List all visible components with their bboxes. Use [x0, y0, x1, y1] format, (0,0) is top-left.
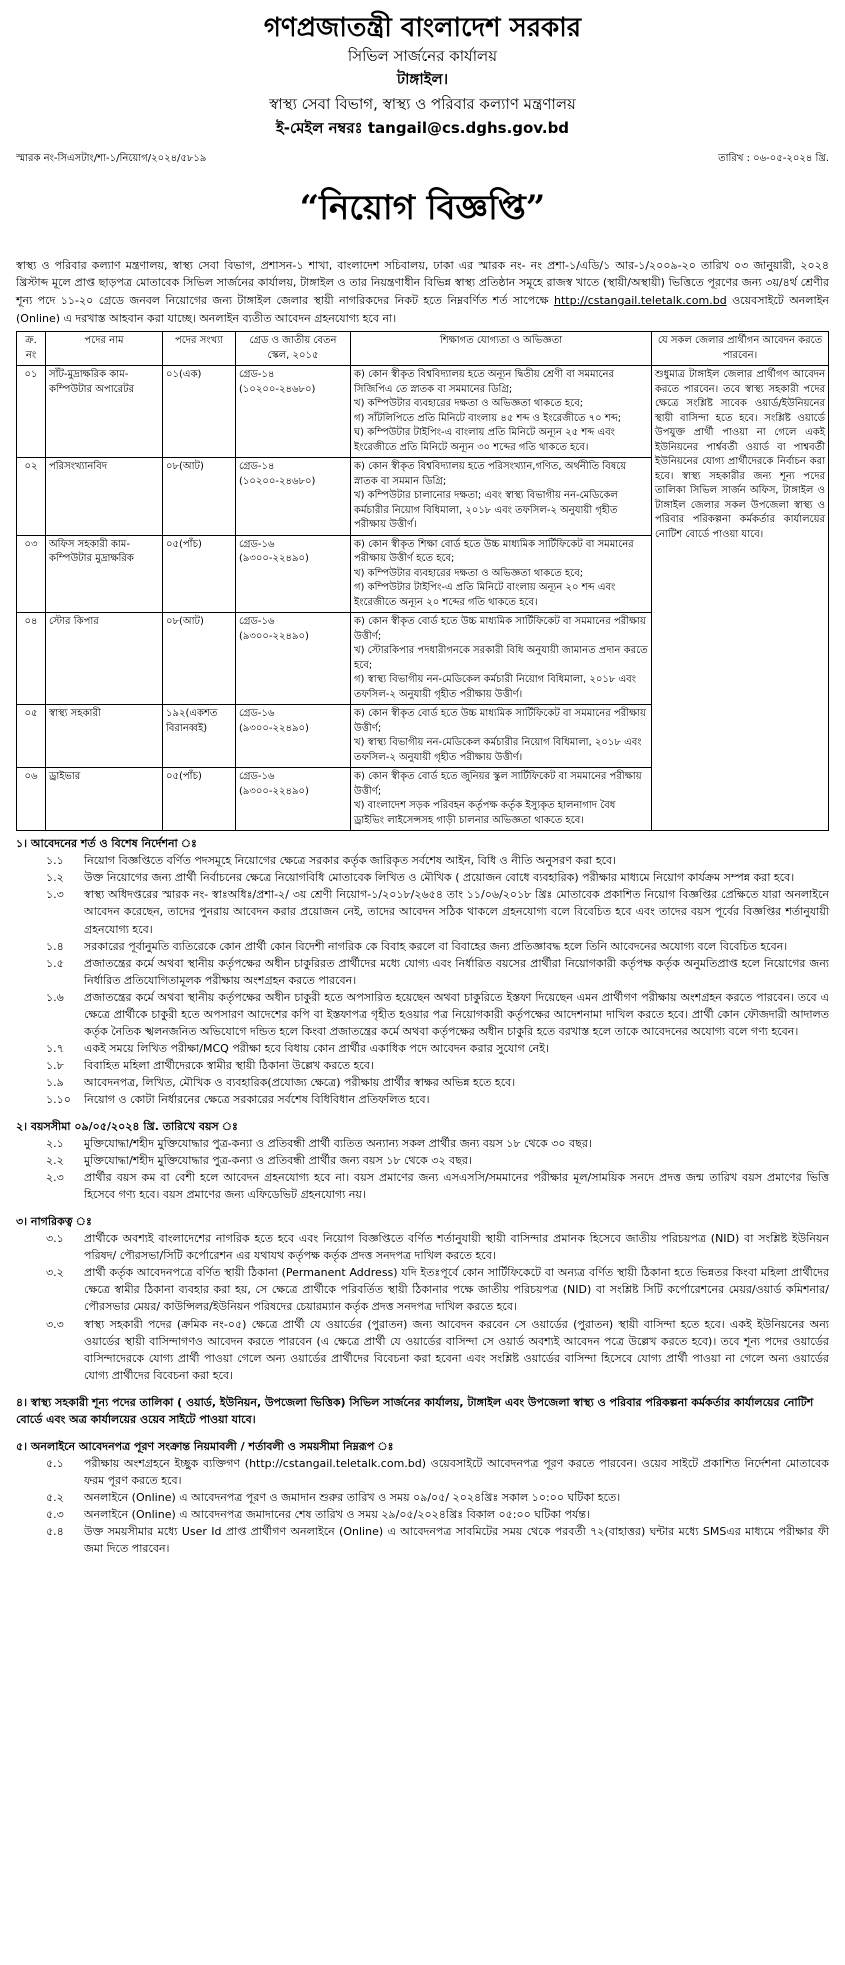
condition-text: পরীক্ষায় অংশগ্রহনে ইচ্ছুক ব্যক্তিগণ (http://cstangail.teletalk.com.bd) ওয়েবসাইটে আবেদনপত্র পূরণ করতে পারবেন। ওয়েব সাইটে প্রকাশিত নির্দেশনা মোতাবেক ফরম পূরণ করতে হবে। [84, 1456, 829, 1487]
row-grade [236, 458, 351, 536]
condition-item [46, 1264, 829, 1315]
row-sl: ০৩ [17, 535, 46, 613]
qualification-item: খ) কম্পিউটার চালানোর দক্ষতা; এবং স্বাস্থ্য বিভাগীয় নন-মেডিকেল কর্মচারীর নিয়োগ বিধিমালা, ২০১৮ এবং তফসিল-২ অনুযায়ী গৃহীত পরীক্ষায় উত্তীর্ণ। [354, 490, 618, 531]
condition-text: প্রার্থীর বয়স কম বা বেশী হলে আবেদন গ্রহনযোগ্য হবে না। বয়স প্রমাণের জন্য এসএসসি/সমমানের পরীক্ষার মূল/সাময়িক সনদে প্রদত্ত জন্ম তারিখ বয়স প্রমাণের ভিত্তি হিসেবে গণ্য হবে। বয়স প্রমাণের জন্য এফিডেভিট গ্রহনযোগ্য নয়। [84, 1171, 829, 1202]
job-table-body [17, 366, 829, 831]
table-row [17, 366, 829, 458]
condition-item [46, 1091, 829, 1108]
condition-number: ২.৩ [46, 1171, 64, 1185]
condition-item [46, 1455, 829, 1489]
condition-text: অনলাইনে (Online) এ আবেদনপত্র জমাদানের শেষ তারিখ ও সময় ২৯/০৫/২০২৪খ্রিঃ বিকাল ০৫:০০ ঘটিকা পর্যন্ত। [84, 1508, 590, 1521]
memo-number: স্মারক নং-সিএসটাং/শা-১/নিয়োগ/২০২৪/৫৮১৯ [16, 152, 207, 164]
col-sl: ক্র. নং [17, 332, 46, 366]
grade-label: গ্রেড-১৪ [239, 369, 275, 381]
condition-text: মুক্তিযোদ্ধা/শহীদ মুক্তিযোদ্ধার পুত্র-কন্যা ও প্রতিবন্ধী প্রার্থীর জন্য বয়স ১৮ থেকে ৩২ বছর। [84, 1154, 472, 1168]
qualification-item: খ) স্বাস্থ্য বিভাগীয় নন-মেডিকেল কর্মচারীর নিয়োগ বিধিমালা, ২০১৮ এবং তফসিল-২ অনুযায়ী গৃহীত পরীক্ষায় উত্তীর্ণ। [354, 737, 642, 763]
intro-text: স্বাস্থ্য ও পরিবার কল্যাণ মন্ত্রণালয়, স্বাস্থ্য সেবা বিভাগ, প্রশাসন-১ শাখা, বাংলাদেশ সচিবালয়, ঢাকা এর স্মারক নং- নং প্রশা-১/এডি/১ আর-১/২০০৯-২০ তারিখ ০৩ জানুয়ারী, ২০২৪ খ্রিস্টাব্দ মূলে প্রাপ্ত ছাড়পত্র মোতাবেক সিভিল সার্জনের কার্যালয়, টাঙ্গাইল ও তার নিয়ন্ত্রণাধীন বিভিন্ন স্বাস্থ্য প্রতিষ্ঠান সমূহে রাজস্ব খাতে (স্থায়ী/অস্থায়ী) ভিত্তিতে পূরণের জন্য ৩য়/৪র্থ শ্রেণীর শূন্য পদে ১১-২০ গ্রেডে জনবল নিয়োগের জন্য টাঙ্গাইল জেলার স্থায়ী নাগরিকদের নিকট হতে নিম্নবর্ণিত শর্ত সাপেক্ষে [16, 258, 829, 308]
row-grade [236, 535, 351, 613]
row-qualification [351, 768, 652, 831]
reference-line [16, 151, 829, 168]
condition-text: নিয়োগ ও কোটা নির্ধারনের ক্ষেত্রে সরকারের সর্বশেষ বিধিবিধান প্রতিফলিত হবে। [84, 1092, 430, 1106]
condition-item [46, 1230, 829, 1264]
row-grade [236, 613, 351, 705]
qualification-item: খ) স্টোরকিপার পদধারীগনকে সরকারী বিধি অনুযায়ী জামানত প্রদান করতে হবে; [354, 645, 648, 671]
condition-item [46, 1135, 829, 1152]
row-post-name: সাঁট-মুদ্রাক্ষরিক কাম-কম্পিউটার অপারেটর [46, 366, 163, 458]
condition-item [46, 955, 829, 989]
condition-number: ৫.৩ [46, 1508, 64, 1521]
ministry-name: স্বাস্থ্য সেবা বিভাগ, স্বাস্থ্য ও পরিবার কল্যাণ মন্ত্রণালয় [269, 95, 576, 114]
condition-text: স্বাস্থ্য অধিদপ্তরের স্মারক নং- স্বাঃঅধিঃ/প্রশা-২/ ৩য় শ্রেণী নিয়োগ-১/২০১৮/২৬৫৪ তাং ১১/০৬/২০১৮ খ্রিঃ মোতাবেক প্রকাশিত নিয়োগ বিজ্ঞপ্তির প্রেক্ষিতে যারা অনলাইনে আবেদন করেছেন, তাদের পুনরায় আবেদন করার প্রয়োজন নেই, তাদের আবেদন সঠিক থাকলে গ্রহনযোগ্য বলে বিবেচিত হবে এবং তাদের বয়স পূর্বের বিজ্ঞপ্তির শর্তানুযায়ী গ্রহনযোগ্য হবে। [84, 888, 829, 936]
row-post-count: ০৫(পাঁচ) [163, 535, 236, 613]
row-sl: ০২ [17, 458, 46, 536]
row-post-name: ড্রাইভার [46, 768, 163, 831]
condition-item [46, 852, 829, 869]
row-qualification [351, 535, 652, 613]
condition-text: আবেদনপত্র, লিখিত, মৌখিক ও ব্যবহারিক(প্রযোজ্য ক্ষেত্রে) পরীক্ষায় প্রার্থীর স্বাক্ষর অভিন্ন হতে হবে। [84, 1075, 516, 1089]
intro-text-after: ওয়েবসাইটে অনলাইন (Online) এ দরখাস্ত আহবান করা যাচ্ছে। অনলাইন ব্যতীত আবেদন গ্রহনযোগ্য হবে না। [16, 294, 829, 325]
section-heading: ৩। নাগরিকত্ব ঃ [16, 1215, 92, 1229]
condition-number: ৫.২ [46, 1490, 64, 1504]
condition-item [46, 1169, 829, 1203]
condition-text: নিয়োগ বিজ্ঞপ্তিতে বর্ণিত পদসমূহে নিয়োগের ক্ষেত্রে সরকার কর্তৃক জারিকৃত সর্বশেষ আইন, বিধি ও নীতি অনুসরণ করা হবে। [84, 854, 617, 868]
condition-item [46, 989, 829, 1040]
row-grade [236, 768, 351, 831]
district-eligibility: শুধুমাত্র টাঙ্গাইল জেলার প্রার্থীগণ আবেদন করতে পারবেন। তবে স্বাস্থ্য সহকারী পদের ক্ষেত্রে সংশ্লিষ্ট সাবেক ওয়ার্ড/ইউনিয়নের স্থায়ী বাসিন্দা হতে হবে। সংশ্লিষ্ট ওয়ার্ডে উপযুক্ত প্রার্থী পাওয়া না গেলে একই ইউনিয়নের পার্শ্ববর্তী ওয়ার্ড বা পাশ্ববর্তী ইউনিয়নের যোগ্য প্রার্থীদেরকে নির্বাচন করা হবে। স্বাস্থ্য সহকারীর জন্য শূন্য পদের তালিকা সিভিল সার্জন অফিস, টাঙ্গাইল ও টাঙ্গাইল জেলার সকল উপজেলা স্বাস্থ্য ও পরিবার পরিকল্পনা কর্মকর্তার কার্যালয়ের নোটিশ বোর্ডে পাওয়া যাবে। [652, 366, 829, 831]
row-grade [236, 705, 351, 768]
condition-text: সরকারের পূর্বানুমতি ব্যতিরেকে কোন প্রার্থী কোন বিদেশী নাগরিক কে বিবাহ করলে বা বিবাহের জন্য প্রতিজ্ঞাবদ্ধ হলে তিনি আবেদনের অযোগ্য বলে বিবেচিত হবেন। [84, 939, 788, 953]
condition-text: উক্ত নিয়োগের জন্য প্রার্থী নির্বাচনের ক্ষেত্রে নিয়োগবিধি মোতাবেক লিখিত ও মৌখিক ( প্রয়োজন বোধে ব্যবহারিক) পরীক্ষার মাধ্যমে নিয়োগ কার্যক্রম সম্পন্ন করা হবে। [84, 871, 795, 885]
notice-title: “নিয়োগ বিজ্ঞপ্তি” [299, 187, 546, 228]
condition-number: ৩.৩ [46, 1317, 64, 1331]
row-qualification [351, 613, 652, 705]
row-post-name: স্বাস্থ্য সহকারী [46, 705, 163, 768]
condition-text: উক্ত সময়সীমার মধ্যে User Id প্রাপ্ত প্রার্থীগণ অনলাইনে (Online) এ আবেদনপত্র সাবমিটের সময় থেকে পরবর্তী ৭২(বাহাত্তর) ঘন্টার মধ্যে SMSএর মাধ্যমে পরীক্ষার ফী জমা দিতে পারবেন। [84, 1525, 829, 1556]
grade-label: গ্রেড-১৬ [239, 708, 275, 720]
condition-item [46, 1152, 829, 1169]
row-post-name: পরিসংখ্যানবিদ [46, 458, 163, 536]
condition-number: ১.১০ [46, 1092, 71, 1106]
row-sl: ০৪ [17, 613, 46, 705]
pay-scale: (৯৩০০-২২৪৯০) [239, 722, 309, 734]
job-table [16, 331, 829, 831]
row-grade [236, 366, 351, 458]
condition-number: ৫.১ [46, 1456, 64, 1470]
condition-text: প্রজাতন্ত্রের কর্মে অথবা স্থানীয় কর্তৃপক্ষের অধীন চাকুরিরত প্রার্থীদের মধ্যে যোগ্য এবং নির্ধারিত বয়সের প্রার্থীরা নিয়োগকারী কর্তৃপক্ষ কর্তৃক অনুমতিপ্রাপ্ত হলে নিয়োগের জন্য নির্ধারিত প্রতিযোগিতামূলক পরীক্ষায় অংশগ্রহন করতে পারবেন। [84, 956, 829, 987]
pay-scale: (৯৩০০-২২৪৯০) [239, 785, 309, 797]
row-qualification [351, 366, 652, 458]
qualification-item: খ) কম্পিউটার ব্যবহারের দক্ষতা ও অভিজ্ঞতা থাকতে হবে; [354, 398, 584, 410]
row-sl: ০৬ [17, 768, 46, 831]
row-post-count: ০৫(পাঁচ) [163, 768, 236, 831]
condition-text: বিবাহিত মহিলা প্রার্থীদেরকে স্বামীর স্থায়ী ঠিকানা উল্লেখ করতে হবে। [84, 1058, 374, 1072]
condition-text: প্রজাতন্ত্রের কর্মে অথবা স্থানীয় কর্তৃপক্ষের অধীন চাকুরী হতে অপসারিত হয়েছেন অথবা চাকুরিতে ইস্তফা দিয়েছেন এমন প্রার্থীগণ পরীক্ষায় অংশগ্রহন করতে পারবেন। তবে এ ক্ষেত্রে প্রার্থীকে চাকুরী হতে অপসারণ আদেশের কপি বা ইস্তফাপত্র গৃহীত হওয়ার পত্র নিয়োগকারী কর্তৃপক্ষের আদেশনামা দাখিল করতে হবে। প্রার্থী কোন ফৌজদারী আদালত কর্তৃক নৈতিক স্খলনজনিত অভিযোগে দন্ডিত হলে কিংবা প্রজাতন্ত্রের কর্মে অথবা কর্তৃপক্ষের অধীন চাকুরি হতে বরখাস্ত হলে তাকে আবেদনের অযোগ্য বলে গণ্য হবেন। [84, 990, 829, 1038]
condition-number: ৩.১ [46, 1232, 64, 1246]
letterhead [16, 14, 829, 137]
qualification-item: ক) কোন স্বীকৃত বিশ্ববিদ্যালয় হতে পরিসংখ্যান,গণিত, অর্থনীতি বিষয়ে স্নাতক বা সমমান ডিগ্রি; [354, 461, 627, 487]
condition-text: মুক্তিযোদ্ধা/শহীদ মুক্তিযোদ্ধার পুত্র-কন্যা ও প্রতিবন্ধী প্রার্থী ব্যতিত অন্যান্য সকল প্রার্থীর জন্য বয়স ১৮ থেকে ৩০ বছর। [84, 1137, 592, 1151]
qualification-item: গ) স্বাস্থ্য বিভাগীয় নন-মেডিকেল কর্মচারী নিয়োগ বিধিমালা, ২০১৮ এবং তফসিল-২ অনুযায়ী গৃহীত পরীক্ষায় উত্তীর্ণ। [354, 674, 637, 700]
pay-scale: (১০২০০-২৪৬৮০) [239, 383, 316, 395]
email-line: ই-মেইল নম্বরঃ tangail@cs.dghs.gov.bd [275, 118, 570, 137]
qualification-item: ক) কোন স্বীকৃত শিক্ষা বোর্ড হতে উচ্চ মাধ্যমিক সার্টিফিকেট বা সমমানের পরীক্ষায় উত্তীর্ণ হতে হবে; [354, 538, 634, 565]
row-post-name: স্টোর কিপার [46, 613, 163, 705]
section-heading: ৪। স্বাস্থ্য সহকারী শূন্য পদের তালিকা ( ওয়ার্ড, ইউনিয়ন, উপজেলা ভিত্তিক) সিভিল সার্জনের কার্যালয়, টাঙ্গাইল এবং উপজেলা স্বাস্থ্য ও পরিবার পরিকল্পনা কর্মকর্তার কার্যালয়ের নোটিশ বোর্ডে এবং অত্র কার্যালয়ের ওয়েব সাইটে পাওয়া যাবে। [16, 1395, 814, 1426]
condition-number: ১.৫ [46, 956, 64, 970]
condition-text: একই সময়ে লিখিত পরীক্ষা/MCQ পরীক্ষা হবে বিধায় কোন প্রার্থীর একাধিক পদে আবেদন করার সুযোগ নেই। [84, 1041, 549, 1055]
qualification-item: খ) বাংলাদেশ সড়ক পরিবহন কর্তৃপক্ষ কর্তৃক ইস্যুকৃত হালনাগাদ বৈধ ড্রাইভিং লাইসেন্সসহ গাড়ী চালনার অভিজ্ঞতা থাকতে হবে। [354, 800, 616, 826]
condition-text: প্রার্থীকে অবশ্যই বাংলাদেশের নাগরিক হতে হবে এবং নিয়োগ বিজ্ঞপ্তিতে বর্ণিত শর্তানুযায়ী স্থায়ী বাসিন্দার প্রমানক হিসেবে জাতীয় পরিচয়পত্র (NID) বা সংশ্লিষ্ট ইউনিয়ন পরিষদ/ পৌরসভা/সিটি কর্পোরেশন এর যথাযথ কর্তৃপক্ষ কর্তৃক প্রদত্ত সনদপত্র দাখিল করতে হবে। [84, 1232, 829, 1263]
condition-number: ২.২ [46, 1154, 64, 1168]
grade-label: গ্রেড-১৬ [239, 771, 275, 783]
table-header-row [17, 332, 829, 366]
row-post-name: অফিস সহকারী কাম-কম্পিউটার মুদ্রাক্ষরিক [46, 535, 163, 613]
condition-text: প্রার্থী কর্তৃক আবেদনপত্রে বর্ণিত স্থায়ী ঠিকানা (Permanent Address) যদি ইতঃপূর্বে কোন সার্টিফিকেটে বা অন্যত্র বর্ণিত স্থায়ী ঠিকানা হতে ভিন্নতর কিংবা মহিলা প্রার্থীদের ক্ষেত্রে স্বামীর ঠিকানা ব্যবহার করা হয়, সে ক্ষেত্রে প্রার্থীকে পরিবর্তিত স্থায়ী ঠিকানার পক্ষে জাতীয় পরিচয়পত্র (NID) বা সংশ্লিষ্ট সিটি কর্পোরেশনের মেয়র/ওয়ার্ড কমিশনার/পৌরসভার মেয়র/ কাউন্সিলর/ইউনিয়ন পরিষদের চেয়ারম্যান কর্তৃক প্রদত্ত সনদপত্র দাখিল করতে হবে। [84, 1266, 829, 1314]
condition-item [46, 886, 829, 937]
condition-item [46, 1074, 829, 1091]
condition-number: ১.১ [46, 854, 64, 868]
row-post-count: ০৮(আট) [163, 613, 236, 705]
condition-item [46, 938, 829, 955]
col-post-name: পদের নাম [46, 332, 163, 366]
section-heading: ১। আবেদনের শর্ত ও বিশেষ নির্দেশনা ঃ [16, 837, 197, 851]
office-name: সিভিল সার্জনের কার্যালয় [347, 46, 498, 65]
col-grade: গ্রেড ও জাতীয় বেতন স্কেল, ২০১৫ [236, 332, 351, 366]
notice-date: তারিখ : ০৬-০৫-২০২৪ খ্রি. [718, 152, 829, 164]
qualification-item: ঘ) কম্পিউটার টাইপিং-এ বাংলায় প্রতি মিনিটে অন্যূন ২৫ শব্দ এবং ইংরেজীতে প্রতি মিনিটে অন্যূন ৩০ শব্দের গতি থাকতে হবে। [354, 427, 615, 453]
condition-number: ১.৮ [46, 1058, 64, 1072]
condition-item [46, 1523, 829, 1557]
grade-label: গ্রেড-১৬ [239, 538, 275, 550]
pay-scale: (৯৩০০-২২৪৯০) [239, 630, 309, 642]
grade-label: গ্রেড-১৪ [239, 461, 275, 473]
qualification-item: খ) কম্পিউটার ব্যবহারের দক্ষতা ও অভিজ্ঞতা থাকতে হবে; [354, 567, 584, 579]
condition-item [46, 1316, 829, 1384]
row-sl: ০১ [17, 366, 46, 458]
qualification-item: ক) কোন স্বীকৃত বোর্ড হতে উচ্চ মাধ্যমিক সার্টিফিকেট বা সমমানের পরীক্ষায় উত্তীর্ণ; [354, 616, 646, 642]
col-post-count: পদের সংখ্যা [163, 332, 236, 366]
intro-paragraph [16, 257, 829, 327]
condition-item [46, 1506, 829, 1523]
condition-number: ১.৬ [46, 990, 64, 1004]
condition-number: ১.৯ [46, 1075, 64, 1089]
qualification-item: গ) কম্পিউটার টাইপিং-এ প্রতি মিনিটে বাংলায় অন্যূন ২০ শব্দ এবং ইংরেজীতে অন্যূন ২০ শব্দের গতি থাকতে হবে। [354, 582, 616, 608]
govt-title: গণপ্রজাতন্ত্রী বাংলাদেশ সরকার [263, 13, 582, 43]
condition-item [46, 1057, 829, 1074]
condition-item [46, 869, 829, 886]
pay-scale: (৯৩০০-২২৪৯০) [239, 553, 309, 565]
condition-number: ১.৪ [46, 939, 64, 953]
col-district: যে সকল জেলার প্রার্থীগন আবেদন করতে পারবেন। [652, 332, 829, 366]
condition-number: ২.১ [46, 1137, 64, 1151]
row-qualification [351, 458, 652, 536]
row-post-count: ০৮(আট) [163, 458, 236, 536]
row-post-count: ১৯২(একশত বিরানব্বই) [163, 705, 236, 768]
conditions-sections [16, 835, 829, 1557]
qualification-item: ক) কোন স্বীকৃত বোর্ড হতে উচ্চ মাধ্যমিক সার্টিফিকেট বা সমমানের পরীক্ষায় উত্তীর্ণ; [354, 708, 646, 734]
website-link[interactable]: http://cstangail.teletalk.com.bd [554, 294, 727, 308]
qualification-item: গ) সাঁটলিপিতে প্রতি মিনিটে বাংলায় ৪৫ শব্দ ও ইংরেজীতে ৭০ শব্দ; [354, 412, 622, 424]
section-heading: ৫। অনলাইনে আবেদনপত্র পূরণ সংক্রান্ত নিয়মাবলী / শর্তাবলী ও সময়সীমা নিম্নরূপ ঃ [16, 1439, 394, 1453]
pay-scale: (১০২০০-২৪৬৮০) [239, 475, 316, 487]
condition-text: অনলাইনে (Online) এ আবেদনপত্র পূরণ ও জমাদান শুরুর তারিখ ও সময় ০৯/০৫/ ২০২৪খ্রিঃ সকাল ১০:০০ ঘটিকা হতে। [84, 1490, 621, 1504]
condition-number: ৩.২ [46, 1266, 64, 1280]
row-qualification [351, 705, 652, 768]
condition-item [46, 1040, 829, 1057]
col-qualification: শিক্ষাগত যোগ্যতা ও অভিজ্ঞতা [351, 332, 652, 366]
section-heading: ২। বয়সসীমা ০৯/০৫/২০২৪ খ্রি. তারিখে বয়স ঃ [16, 1120, 238, 1134]
condition-number: ১.৩ [46, 888, 64, 902]
condition-number: ১.২ [46, 871, 64, 885]
qualification-item: ক) কোন স্বীকৃত বিশ্ববিদ্যালয় হতে অন্যূন দ্বিতীয় শ্রেণী বা সমমানের সিজিপিএ তে স্নাতক বা সমমানের ডিগ্রি; [354, 369, 614, 395]
qualification-item: ক) কোন স্বীকৃত বোর্ড হতে জুনিয়র স্কুল সার্টিফিকেট বা সমমানের পরীক্ষায় উত্তীর্ণ; [354, 771, 642, 797]
condition-text: স্বাস্থ্য সহকারী পদের (ক্রমিক নং-০৫) ক্ষেত্রে প্রার্থী যে ওয়ার্ডের (পুরাতন) জন্য আবেদন করবেন সে ওয়ার্ডের (পুরাতন) স্থায়ী বাসিন্দা হতে হবে। একই ইউনিয়নের অন্য ওয়ার্ডের স্থায়ী বাসিন্দাগণও আবেদন করতে পারবেন (এ ক্ষেত্রে প্রার্থী যে ওয়ার্ডের বাসিন্দা সে ওয়ার্ড অবশ্যই আবেদন পত্রে উল্লেখ করতে হবে)। তবে শূন্য পদের ওয়ার্ডের বাসিন্দাদেরকে যোগ্য প্রার্থী পাওয়া গেলে অন্য ওয়ার্ডের প্রার্থীদের বিবেচনা করা হবেনা এবং সংশ্লিষ্ট ওয়ার্ডের বাসিন্দা হিসেবে যোগ্য প্রার্থী পাওয়া না গেলে অন্য ওয়ার্ডের যোগ্য প্রার্থীদের বিবেচনা করা হবে। [84, 1317, 829, 1382]
condition-number: ৫.৪ [46, 1525, 64, 1539]
office-city: টাঙ্গাইল। [396, 70, 449, 89]
condition-item [46, 1489, 829, 1506]
row-sl: ০৫ [17, 705, 46, 768]
grade-label: গ্রেড-১৬ [239, 616, 275, 628]
row-post-count: ০১(এক) [163, 366, 236, 458]
condition-number: ১.৭ [46, 1041, 64, 1055]
